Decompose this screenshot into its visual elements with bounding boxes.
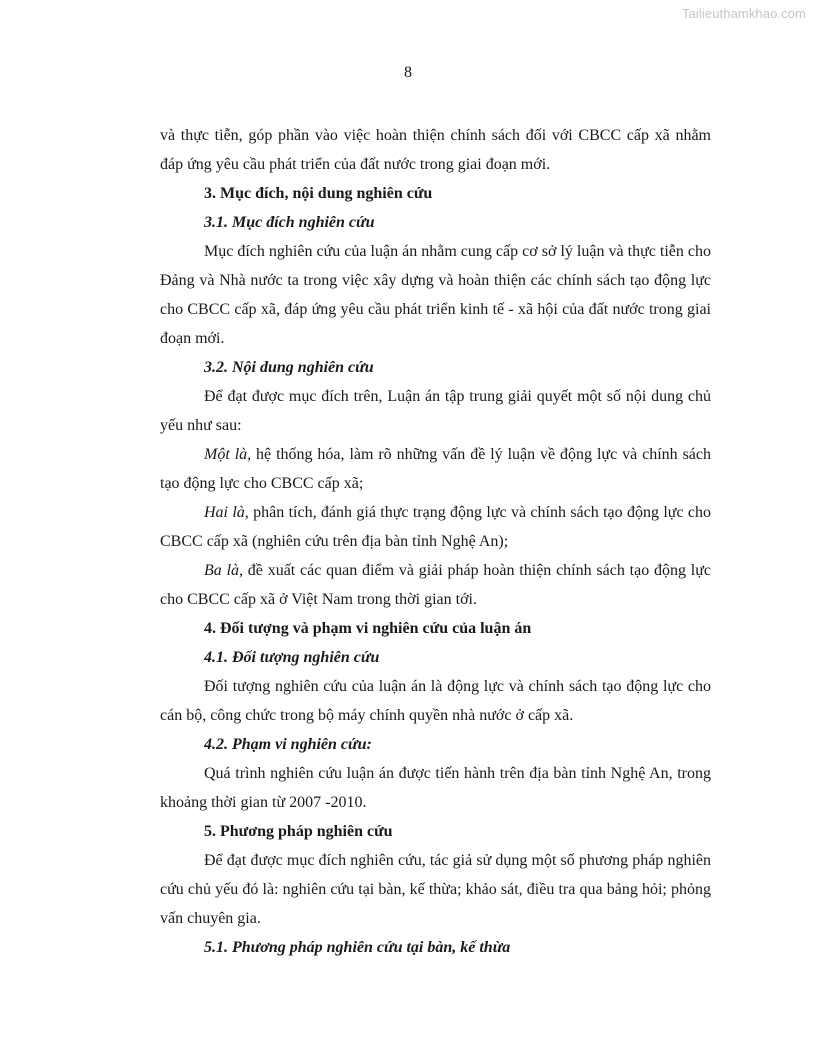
paragraph: Để đạt được mục đích trên, Luận án tập trung giải quyết một số nội dung chủ yếu như sau: (160, 388, 711, 434)
list-item-text: đề xuất các quan điểm và giải pháp hoàn thiện chính sách tạo động lực cho CBCC cấp xã ở Việt Nam trong thời gian tới. (160, 562, 712, 608)
paragraph: Để đạt được mục đích nghiên cứu, tác giả sử dụng một số phương pháp nghiên cứu chủ yếu đó là: nghiên cứu tại bàn, kế thừa; khảo sát, điều tra qua bảng hỏi; phỏng vấn chuyên gia. (160, 852, 711, 927)
list-item-text: hệ thống hóa, làm rõ những vấn đề lý luận về động lực và chính sách tạo động lực cho CBCC cấp xã; (160, 446, 712, 492)
list-item (160, 440, 711, 498)
list-item-label: Ba là, (204, 562, 244, 579)
subsection-heading: 5.1. Phương pháp nghiên cứu tại bàn, kế thừa (204, 939, 511, 956)
subsection-heading: 3.2. Nội dung nghiên cứu (204, 359, 374, 376)
paragraph: và thực tiễn, góp phần vào việc hoàn thiện chính sách đối với CBCC cấp xã nhằm đáp ứng yêu cầu phát triển của đất nước trong giai đoạn mới. (160, 127, 711, 173)
paragraph: Mục đích nghiên cứu của luận án nhằm cung cấp cơ sở lý luận và thực tiễn cho Đảng và Nhà nước ta trong việc xây dựng và hoàn thiện các chính sách tạo động lực cho CBCC cấp xã, đáp ứng yêu cầu phát triển kinh tế - xã hội của đất nước trong giai đoạn mới. (160, 243, 711, 347)
section-heading: 5. Phương pháp nghiên cứu (204, 823, 393, 840)
list-item (160, 556, 711, 614)
page-number: 8 (404, 64, 412, 81)
section-heading: 4. Đối tượng và phạm vi nghiên cứu của luận án (204, 620, 532, 637)
subsection-heading: 3.1. Mục đích nghiên cứu (204, 214, 375, 231)
list-item-label: Một là, (204, 446, 252, 463)
list-item-label: Hai là, (204, 504, 249, 521)
subsection-heading: 4.1. Đối tượng nghiên cứu (204, 649, 380, 666)
subsection-heading: 4.2. Phạm vi nghiên cứu: (204, 736, 372, 753)
paragraph: Quá trình nghiên cứu luận án được tiến hành trên địa bàn tỉnh Nghệ An, trong khoảng thời gian từ 2007 -2010. (160, 765, 711, 811)
watermark: Tailieuthamkhao.com (681, 6, 806, 21)
list-item (160, 498, 711, 556)
document-body (160, 121, 711, 962)
paragraph: Đối tượng nghiên cứu của luận án là động lực và chính sách tạo động lực cho cán bộ, công chức trong bộ máy chính quyền nhà nước ở cấp xã. (160, 678, 711, 724)
section-heading: 3. Mục đích, nội dung nghiên cứu (204, 185, 433, 202)
list-item-text: phân tích, đánh giá thực trạng động lực và chính sách tạo động lực cho CBCC cấp xã (nghiên cứu trên địa bàn tỉnh Nghệ An); (160, 504, 711, 550)
